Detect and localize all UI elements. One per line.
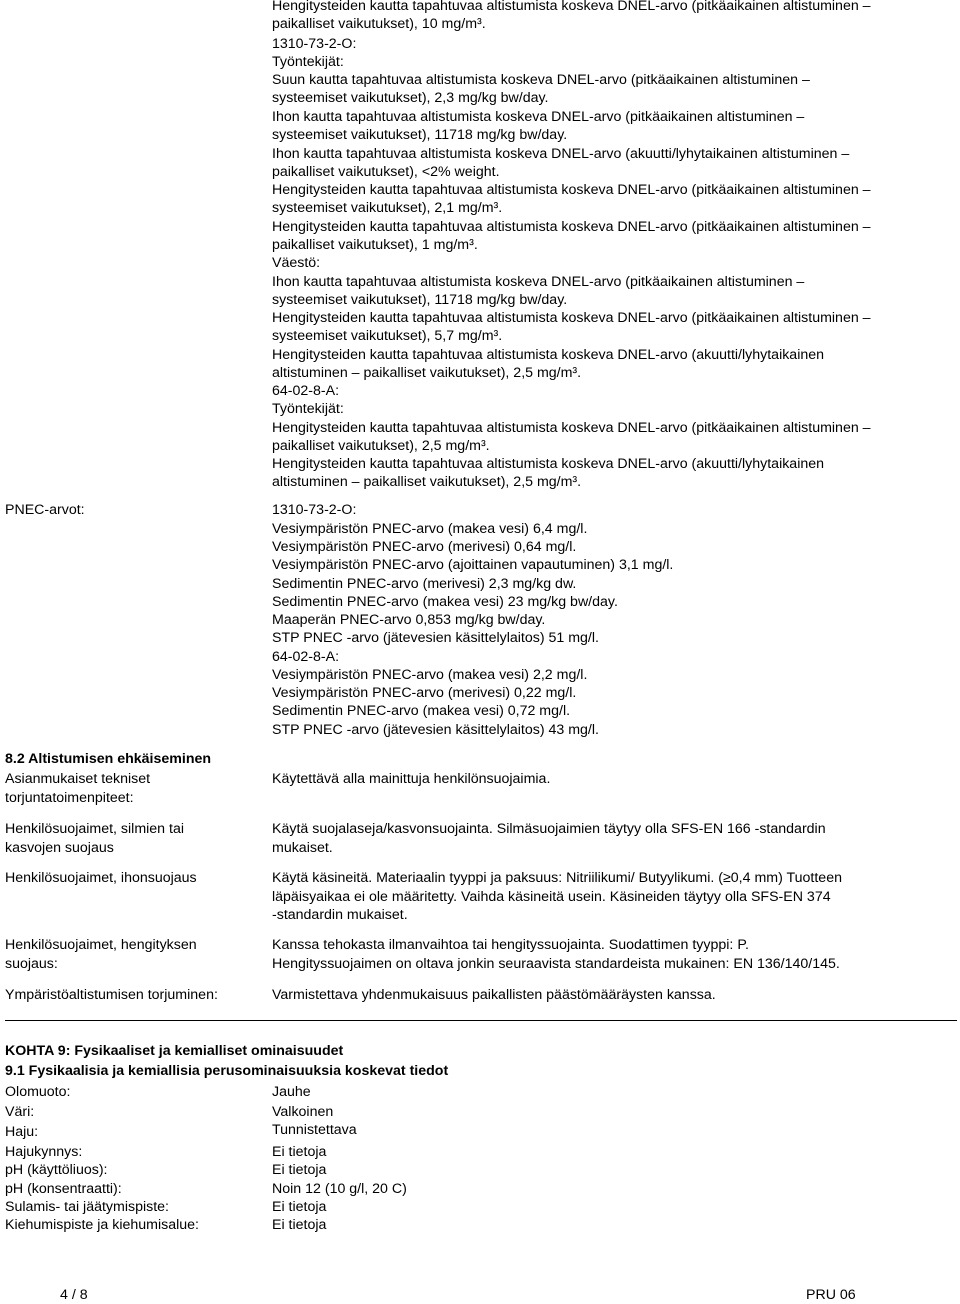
- property-label: Kiehumispiste ja kiehumisalue:: [5, 1217, 199, 1233]
- dnel-line: systeemiset vaikutukset), 11718 mg/kg bw/day.: [272, 127, 568, 143]
- pnec-line: Vesiympäristön PNEC-arvo (makea vesi) 6,4 mg/l.: [272, 521, 588, 537]
- pnec-line: Vesiympäristön PNEC-arvo (ajoittainen vapautuminen) 3,1 mg/l.: [272, 557, 674, 573]
- environmental-exposure-value: Varmistettava yhdenmukaisuus paikallisten päästömääräysten kanssa.: [272, 987, 716, 1003]
- property-value: Tunnistettava: [272, 1122, 357, 1138]
- eye-protection-label: Henkilösuojaimet, silmien tai: [5, 821, 184, 837]
- dnel-line: Väestö:: [272, 255, 321, 271]
- tech-measures-value: Käytettävä alla mainittuja henkilönsuojaimia.: [272, 771, 551, 787]
- pnec-line: STP PNEC -arvo (jätevesien käsittelylaitos) 51 mg/l.: [272, 630, 599, 646]
- respiratory-protection-value: Kanssa tehokasta ilmanvaihtoa tai hengityssuojainta. Suodattimen tyyppi: P.: [272, 937, 749, 953]
- property-value: Noin 12 (10 g/l, 20 C): [272, 1181, 407, 1197]
- property-value: Jauhe: [272, 1084, 311, 1100]
- section-9-heading: KOHTA 9: Fysikaaliset ja kemialliset ominaisuudet: [5, 1043, 344, 1059]
- property-label: pH (käyttöliuos):: [5, 1162, 108, 1178]
- property-value: Ei tietoja: [272, 1162, 327, 1178]
- dnel-line: Työntekijät:: [272, 401, 344, 417]
- tech-measures-label: Asianmukaiset tekniset: [5, 771, 151, 787]
- pnec-line: 1310-73-2-O:: [272, 502, 357, 518]
- skin-protection-value: läpäisyaikaa ei ole määritetty. Vaihda käsineitä usein. Käsineiden täytyy olla SFS-EN 374: [272, 889, 831, 905]
- property-label: Hajukynnys:: [5, 1144, 83, 1160]
- dnel-line: Ihon kautta tapahtuvaa altistumista koskeva DNEL-arvo (pitkäaikainen altistuminen –: [272, 109, 805, 125]
- dnel-line: systeemiset vaikutukset), 5,7 mg/m³.: [272, 328, 503, 344]
- dnel-line: Suun kautta tapahtuvaa altistumista koskeva DNEL-arvo (pitkäaikainen altistuminen –: [272, 72, 810, 88]
- respiratory-protection-label: suojaus:: [5, 956, 58, 972]
- dnel-line: systeemiset vaikutukset), 2,1 mg/m³.: [272, 200, 503, 216]
- property-value: Ei tietoja: [272, 1199, 327, 1215]
- eye-protection-label: kasvojen suojaus: [5, 840, 114, 856]
- property-label: pH (konsentraatti):: [5, 1181, 122, 1197]
- dnel-line: Hengitysteiden kautta tapahtuvaa altistumista koskeva DNEL-arvo (pitkäaikainen altistuminen –: [272, 182, 871, 198]
- property-label: Olomuoto:: [5, 1084, 71, 1100]
- page-number: 4 / 8: [60, 1287, 88, 1303]
- respiratory-protection-label: Henkilösuojaimet, hengityksen: [5, 937, 197, 953]
- dnel-line: Ihon kautta tapahtuvaa altistumista koskeva DNEL-arvo (pitkäaikainen altistuminen –: [272, 274, 805, 290]
- dnel-line: paikalliset vaikutukset), 1 mg/m³.: [272, 237, 478, 253]
- dnel-line: paikalliset vaikutukset), 2,5 mg/m³.: [272, 438, 490, 454]
- section-8-2-heading: 8.2 Altistumisen ehkäiseminen: [5, 751, 212, 767]
- pnec-line: Vesiympäristön PNEC-arvo (makea vesi) 2,2 mg/l.: [272, 667, 588, 683]
- dnel-line: Hengitysteiden kautta tapahtuvaa altistumista koskeva DNEL-arvo (akuutti/lyhytaikainen: [272, 456, 825, 472]
- eye-protection-value: mukaiset.: [272, 840, 333, 856]
- dnel-line: systeemiset vaikutukset), 2,3 mg/kg bw/day.: [272, 90, 549, 106]
- dnel-line: 64-02-8-A:: [272, 383, 340, 399]
- pnec-line: Sedimentin PNEC-arvo (makea vesi) 23 mg/kg bw/day.: [272, 594, 618, 610]
- pnec-line: Sedimentin PNEC-arvo (makea vesi) 0,72 mg/l.: [272, 703, 571, 719]
- pnec-line: Vesiympäristön PNEC-arvo (merivesi) 0,22 mg/l.: [272, 685, 577, 701]
- dnel-line: altistuminen – paikalliset vaikutukset), 2,5 mg/m³.: [272, 365, 582, 381]
- environmental-exposure-label: Ympäristöaltistumisen torjuminen:: [5, 987, 218, 1003]
- pnec-line: Vesiympäristön PNEC-arvo (merivesi) 0,64 mg/l.: [272, 539, 577, 555]
- section-divider: [5, 1020, 957, 1021]
- skin-protection-value: Käytä käsineitä. Materiaalin tyyppi ja paksuus: Nitriilikumi/ Butyylikumi. (≥0,4 mm) Tuotteen: [272, 870, 842, 886]
- dnel-line: Hengitysteiden kautta tapahtuvaa altistumista koskeva DNEL-arvo (pitkäaikainen altistuminen –: [272, 0, 871, 14]
- dnel-line: altistuminen – paikalliset vaikutukset), 2,5 mg/m³.: [272, 474, 582, 490]
- respiratory-protection-value: Hengityssuojaimen on oltava jonkin seuraavista standardeista mukainen: EN 136/140/145.: [272, 956, 840, 972]
- dnel-line: paikalliset vaikutukset), <2% weight.: [272, 164, 500, 180]
- property-label: Sulamis- tai jäätymispiste:: [5, 1199, 169, 1215]
- dnel-line: Hengitysteiden kautta tapahtuvaa altistumista koskeva DNEL-arvo (pitkäaikainen altistuminen –: [272, 420, 871, 436]
- pnec-line: 64-02-8-A:: [272, 649, 340, 665]
- skin-protection-label: Henkilösuojaimet, ihonsuojaus: [5, 870, 197, 886]
- document-code: PRU 06: [806, 1287, 856, 1303]
- pnec-label: PNEC-arvot:: [5, 502, 85, 518]
- property-value: Ei tietoja: [272, 1217, 327, 1233]
- dnel-line: Työntekijät:: [272, 54, 344, 70]
- property-label: Haju:: [5, 1124, 39, 1140]
- dnel-line: Hengitysteiden kautta tapahtuvaa altistumista koskeva DNEL-arvo (pitkäaikainen altistuminen –: [272, 310, 871, 326]
- dnel-line: paikalliset vaikutukset), 10 mg/m³.: [272, 16, 486, 32]
- pnec-line: Sedimentin PNEC-arvo (merivesi) 2,3 mg/kg dw.: [272, 576, 577, 592]
- pnec-line: STP PNEC -arvo (jätevesien käsittelylaitos) 43 mg/l.: [272, 722, 599, 738]
- eye-protection-value: Käytä suojalaseja/kasvonsuojainta. Silmäsuojaimien täytyy olla SFS-EN 166 -standardin: [272, 821, 826, 837]
- dnel-line: Ihon kautta tapahtuvaa altistumista koskeva DNEL-arvo (akuutti/lyhytaikainen altistuminen –: [272, 146, 850, 162]
- property-value: Valkoinen: [272, 1104, 334, 1120]
- property-label: Väri:: [5, 1104, 35, 1120]
- pnec-line: Maaperän PNEC-arvo 0,853 mg/kg bw/day.: [272, 612, 546, 628]
- tech-measures-label: torjuntatoimenpiteet:: [5, 790, 134, 806]
- section-9-1-subheading: 9.1 Fysikaalisia ja kemiallisia perusominaisuuksia koskevat tiedot: [5, 1063, 449, 1079]
- property-value: Ei tietoja: [272, 1144, 327, 1160]
- dnel-line: Hengitysteiden kautta tapahtuvaa altistumista koskeva DNEL-arvo (pitkäaikainen altistuminen –: [272, 219, 871, 235]
- skin-protection-value: -standardin mukaiset.: [272, 907, 408, 923]
- dnel-line: 1310-73-2-O:: [272, 36, 357, 52]
- dnel-line: systeemiset vaikutukset), 11718 mg/kg bw/day.: [272, 292, 568, 308]
- dnel-line: Hengitysteiden kautta tapahtuvaa altistumista koskeva DNEL-arvo (akuutti/lyhytaikainen: [272, 347, 825, 363]
